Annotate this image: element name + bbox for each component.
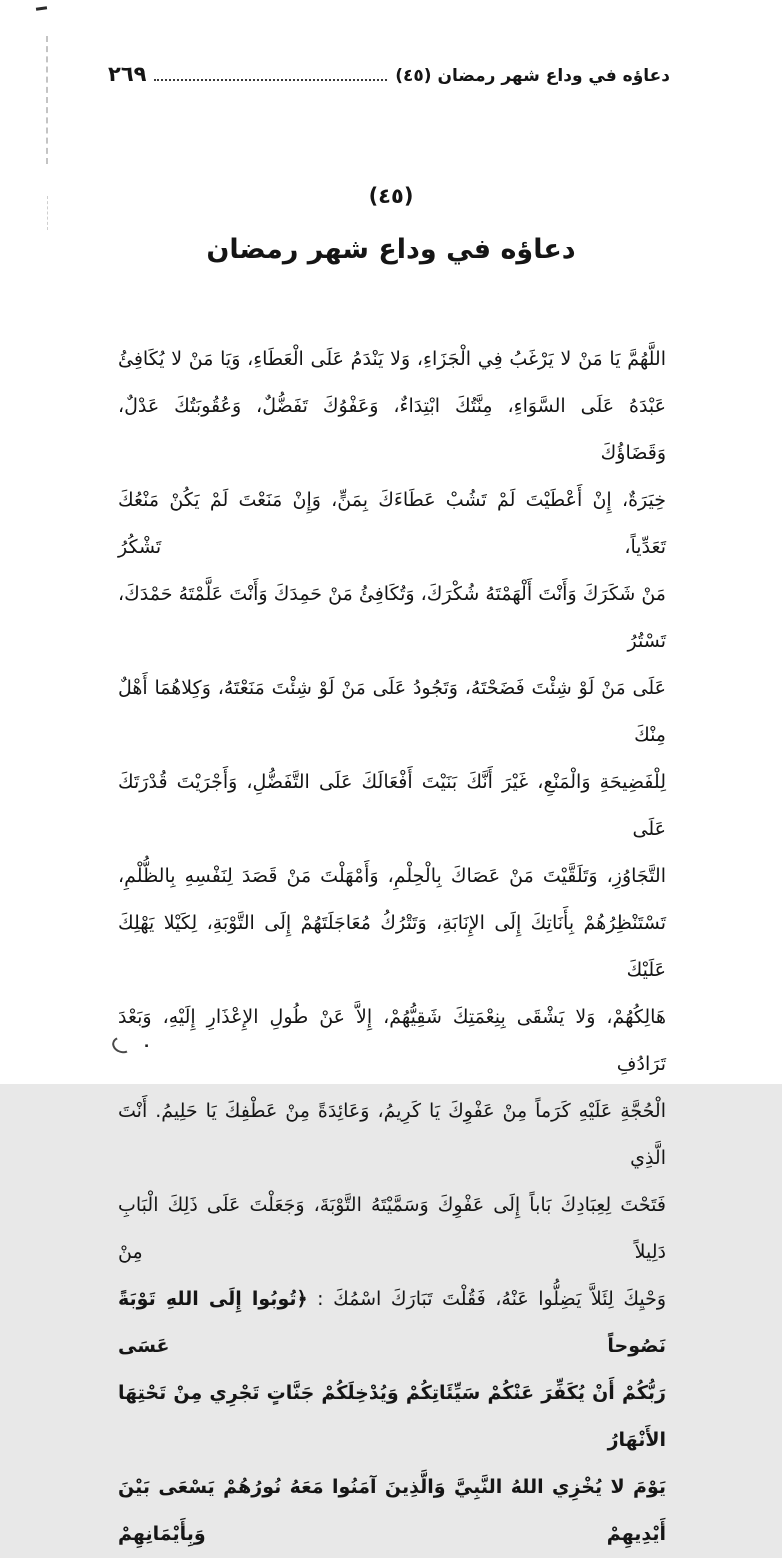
footer-dot-mark: ٠ [142,1036,152,1054]
prayer-text-segment: فَتَحْتَ لِعِبَادِكَ بَاباً إِلَى عَفْوِكَ وَسَمَّيْتَهُ التَّوْبَةَ، وَجَعَلْتَ عَلَى ذَلِكَ الْبَابِ دَلِيلاً مِنْ [118,1194,666,1263]
prayer-text-segment: التَّجَاوُزِ، وَتَلَقَّيْتَ مَنْ عَصَاكَ بِالْحِلْمِ، وَأَمْهَلْتَ مَنْ قَصَدَ لِنَفْسِهِ بِالظُّلْمِ، [118,865,666,887]
prayer-text-segment: اللَّهُمَّ يَا مَنْ لا يَرْغَبُ فِي الْجَزَاءِ، وَلا يَنْدَمُ عَلَى الْعَطَاءِ، وَيَا مَنْ لا يُكَافِئُ [118,348,666,370]
section-number: (٤٥) [368,184,414,208]
prayer-line [118,994,666,1088]
prayer-text-segment: عَلَى مَنْ لَوْ شِئْتَ فَضَحْتَهُ، وَتَجُودُ عَلَى مَنْ لَوْ شِئْتَ مَنَعْتَهُ، وَكِلاهُمَا أَهْلٌ مِنْكَ [118,677,666,746]
prayer-line [118,1370,666,1464]
prayer-line [118,853,666,900]
prayer-body [118,336,666,1558]
prayer-line [118,383,666,477]
prayer-text-segment: وَحْيِكَ لِئَلاَّ يَضِلُّوا عَنْهُ، فَقُلْتَ تَبَارَكَ اسْمُكَ : [307,1288,666,1310]
scan-edge-artifact [46,36,48,164]
page-footer [112,1036,151,1054]
prayer-line [118,665,666,759]
quran-quote-segment: رَبُّكُمْ أَنْ يُكَفِّرَ عَنْكُمْ سَيِّئَاتِكُمْ وَيُدْخِلَكُمْ جَنَّاتٍ تَجْرِي مِنْ تَحْتِهَا الأَنْهَارُ [118,1382,666,1451]
quran-quote-segment: يَوْمَ لا يُخْزِي اللهُ النَّبِيَّ وَالَّذِينَ آمَنُوا مَعَهُ نُورُهُمْ يَسْعَى بَيْنَ أَيْدِيهِمْ وَبِأَيْمَانِهِمْ [118,1476,666,1545]
scan-corner-artifact [36,6,47,11]
prayer-line [118,1182,666,1276]
prayer-line [118,477,666,571]
prayer-line [118,571,666,665]
prayer-text-segment: الْحُجَّةِ عَلَيْهِ كَرَماً مِنْ عَفْوِكَ يَا كَرِيمُ، وَعَائِدَةً مِنْ عَطْفِكَ يَا حَلِيمُ. أَنْتَ الَّذِي [118,1100,666,1169]
handwritten-ink-mark [110,1034,134,1055]
dotted-leader [154,79,387,81]
prayer-line [118,336,666,383]
running-head-title: دعاؤه في وداع شهر رمضان (٤٥) [395,66,670,86]
prayer-text-segment: عَبْدَهُ عَلَى السَّوَاءِ، مِنَّتُكَ ابْتِدَاءٌ، وَعَفْوُكَ تَفَضُّلٌ، وَعُقُوبَتُكَ عَدْلٌ، وَقَضَاؤُكَ [118,395,666,464]
prayer-line [118,900,666,994]
page-number: ٢٦٩ [108,62,147,86]
running-head [108,62,670,86]
prayer-text-segment: هَالِكُهُمْ، وَلا يَشْقَى بِنِعْمَتِكَ شَقِيُّهُمْ، إِلاَّ عَنْ طُولِ الإِعْذَارِ إِلَيْهِ، وَبَعْدَ تَرَادُفِ [118,1006,666,1075]
prayer-line [118,759,666,853]
prayer-line [118,1464,666,1558]
prayer-text-segment: تَسْتَنْظِرُهُمْ بِأَنَاتِكَ إِلَى الإِنَابَةِ، وَتَتْرُكُ مُعَاجَلَتَهُمْ إِلَى التَّوْبَةِ، لِكَيْلا يَهْلِكَ عَلَيْكَ [118,912,666,981]
prayer-line [118,1276,666,1370]
section-title: دعاؤه في وداع شهر رمضان [206,234,576,265]
prayer-line [118,1088,666,1182]
quran-quote-segment: ﴿تُوبُوا إِلَى اللهِ تَوْبَةً نَصُوحاً عَسَى [118,1288,666,1357]
prayer-text-segment: مَنْ شَكَرَكَ وَأَنْتَ أَلْهَمْتَهُ شُكْرَكَ، وَتُكَافِئُ مَنْ حَمِدَكَ وَأَنْتَ عَلَّمْتَهُ حَمْدَكَ، تَسْتُرُ [118,583,666,652]
prayer-text-segment: لِلْفَضِيحَةِ وَالْمَنْعِ، غَيْرَ أَنَّكَ بَنَيْتَ أَفْعَالَكَ عَلَى التَّفَضُّلِ، وَأَجْرَيْتَ قُدْرَتَكَ عَلَى [118,771,666,840]
prayer-text-segment: خِيَرَةٌ، إِنْ أَعْطَيْتَ لَمْ تَشُبْ عَطَاءَكَ بِمَنٍّ، وَإِنْ مَنَعْتَ لَمْ يَكُنْ مَنْعُكَ تَعَدِّياً، تَشْكُرُ [118,489,666,558]
